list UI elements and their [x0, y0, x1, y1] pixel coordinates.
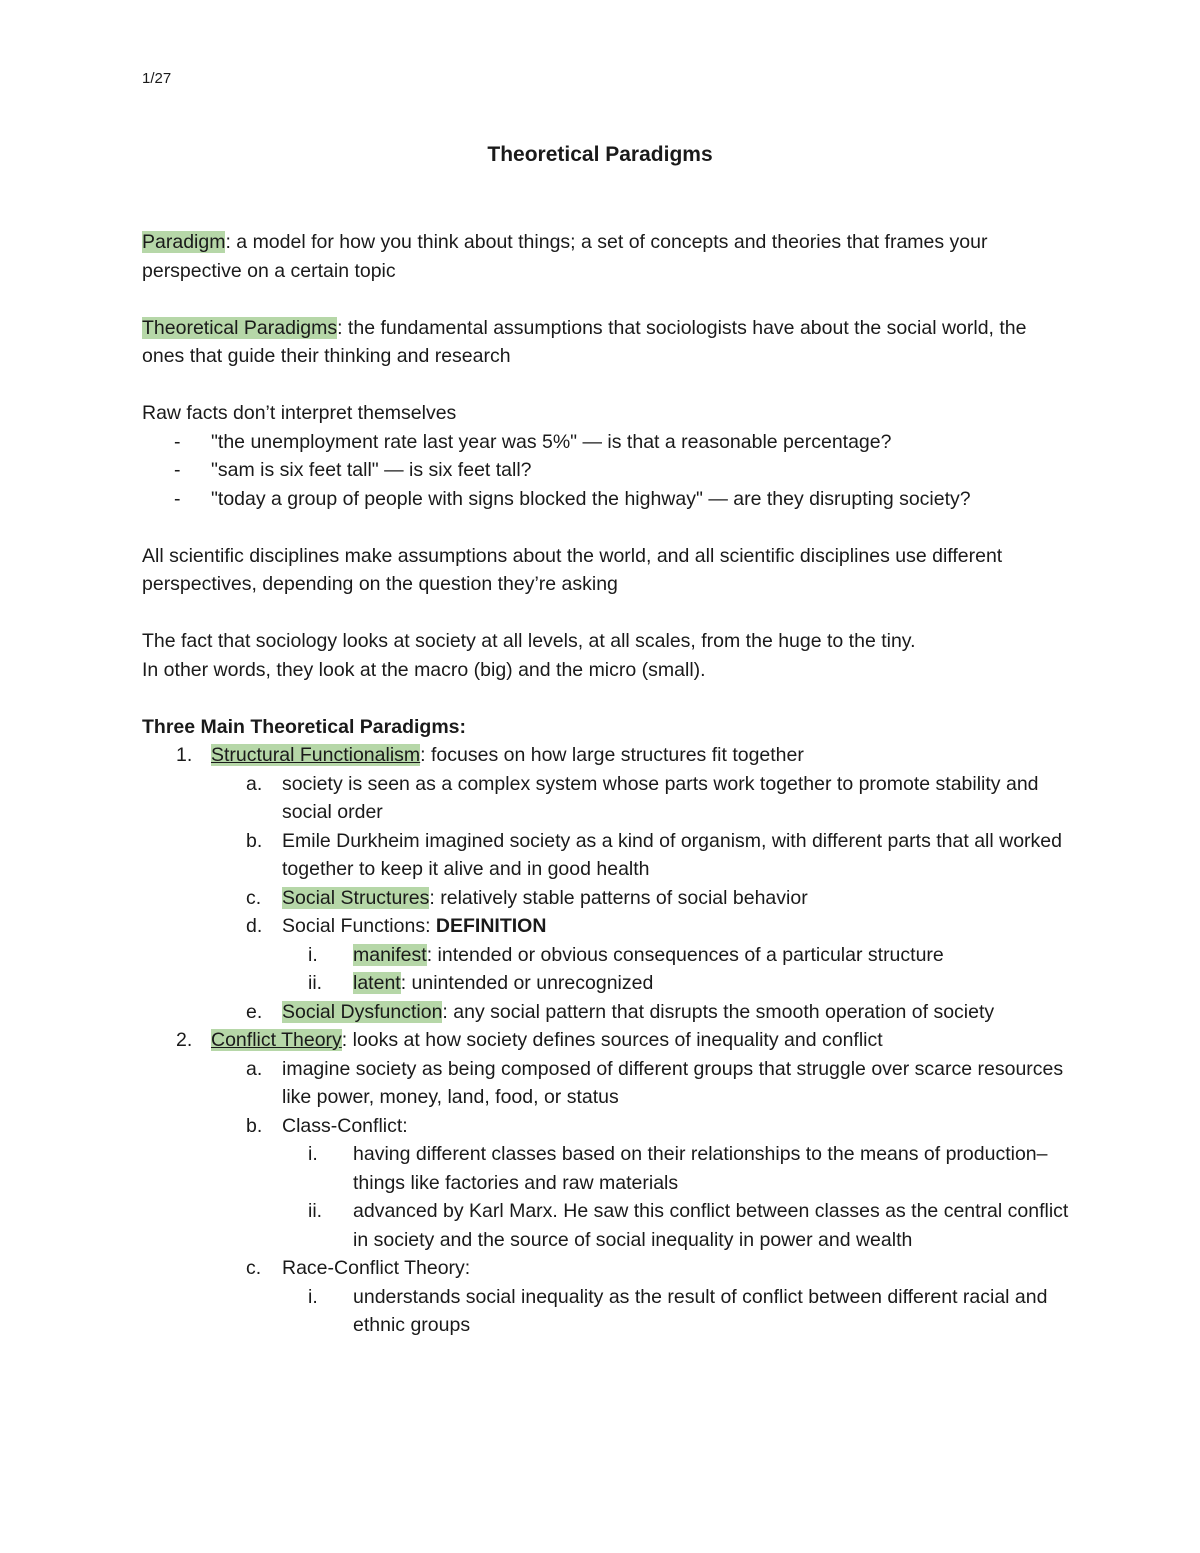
sub-item — [142, 770, 1072, 827]
item-text: Class-Conflict: — [282, 1114, 408, 1137]
list-marker: c. — [246, 886, 262, 909]
item-text: : focuses on how large structures fit together — [420, 744, 804, 766]
list-marker: i. — [308, 1143, 318, 1165]
bullet-text: "sam is six feet tall" — is six feet tall? — [211, 459, 532, 481]
list-marker: c. — [246, 1257, 262, 1279]
item-text: : looks at how society defines sources of inequality and conflict — [341, 1029, 883, 1051]
sub-sub-item — [142, 969, 1072, 998]
item-text: : relatively stable patterns of social behavior — [429, 886, 808, 909]
list-marker: a. — [246, 772, 263, 795]
bullet-text: "the unemployment rate last year was 5%" — is that a reasonable percentage? — [211, 430, 892, 453]
list-marker: ii. — [308, 1200, 323, 1222]
definition-theoretical-paradigms — [142, 314, 1072, 371]
highlighted-term: Social Structures — [282, 886, 430, 909]
list-marker: 2. — [176, 1029, 193, 1051]
document-title: Theoretical Paradigms — [487, 143, 713, 166]
list-marker: i. — [308, 943, 318, 966]
list-marker: b. — [246, 829, 263, 852]
bullet-item — [142, 456, 1072, 485]
raw-facts-heading: Raw facts don’t interpret themselves — [142, 402, 457, 424]
highlighted-term: Theoretical Paradigms — [142, 316, 338, 339]
paradigm-item — [142, 1026, 1072, 1055]
document-body — [142, 228, 1072, 1340]
item-text: Social Functions: — [282, 915, 436, 937]
definition-text: : the fundamental assumptions that sociologists have about the social world, the ones that guide their thinking and research — [142, 316, 1027, 367]
sub-item — [142, 1112, 1072, 1141]
paragraph-line: In other words, they look at the macro (big) and the micro (small). — [142, 658, 706, 681]
sub-item — [142, 1254, 1072, 1283]
paragraph-scales — [142, 627, 1072, 684]
list-marker: 1. — [176, 744, 193, 766]
item-text: : any social pattern that disrupts the smooth operation of society — [442, 1000, 995, 1023]
sub-item — [142, 912, 1072, 941]
item-text: Race-Conflict Theory: — [282, 1257, 471, 1279]
item-text: advanced by Karl Marx. He saw this conflict between classes as the central conflict in society and the source of social inequality in power and wealth — [353, 1200, 1069, 1251]
item-text: understands social inequality as the result of conflict between different racial and ethnic groups — [353, 1285, 1048, 1336]
sub-item — [142, 827, 1072, 884]
section-heading: Three Main Theoretical Paradigms: — [142, 715, 467, 738]
dash-marker: - — [174, 459, 181, 481]
list-marker: b. — [246, 1114, 263, 1137]
paradigm-item — [142, 741, 1072, 770]
highlighted-term: Social Dysfunction — [282, 1000, 443, 1023]
list-marker: a. — [246, 1057, 263, 1080]
paragraph-disciplines: All scientific disciplines make assumptions about the world, and all scientific disciplines use different perspectives, depending on the question they’re asking — [142, 544, 1003, 595]
bullet-item — [142, 485, 1072, 514]
sub-item — [142, 998, 1072, 1027]
item-text: society is seen as a complex system whose parts work together to promote stability and social order — [282, 772, 1039, 823]
item-text: Emile Durkheim imagined society as a kind of organism, with different parts that all worked together to keep it alive and in good health — [282, 829, 1062, 880]
sub-item — [142, 884, 1072, 913]
list-marker: ii. — [308, 972, 323, 994]
bold-text: DEFINITION — [435, 915, 547, 937]
definition-text: : a model for how you think about things; a set of concepts and theories that frames your perspective on a certain topic — [142, 231, 988, 282]
raw-facts-section — [142, 399, 1072, 513]
highlighted-term: latent — [353, 972, 401, 994]
bullet-text: "today a group of people with signs blocked the highway" — are they disrupting society? — [211, 487, 971, 510]
three-paradigms-section — [142, 713, 1072, 1340]
sub-sub-item — [142, 1197, 1072, 1254]
dash-marker: - — [174, 430, 181, 453]
sub-item — [142, 1055, 1072, 1112]
sub-sub-item — [142, 1140, 1072, 1197]
item-text: : unintended or unrecognized — [400, 972, 654, 994]
paragraph-line: The fact that sociology looks at society at all levels, at all scales, from the huge to the tiny. — [142, 630, 916, 652]
highlighted-term: Structural Functionalism — [211, 744, 421, 766]
definition-paradigm — [142, 228, 1072, 285]
highlighted-term: Conflict Theory — [211, 1029, 342, 1051]
list-marker: i. — [308, 1285, 318, 1308]
list-marker: e. — [246, 1000, 263, 1023]
sub-sub-item — [142, 1283, 1072, 1340]
highlighted-term: manifest — [353, 943, 427, 966]
item-text: having different classes based on their relationships to the means of production– things like factories and raw materials — [353, 1143, 1048, 1194]
sub-sub-item — [142, 941, 1072, 970]
list-marker: d. — [246, 915, 263, 937]
bullet-item — [142, 428, 1072, 457]
dash-marker: - — [174, 487, 181, 510]
item-text: : intended or obvious consequences of a particular structure — [426, 943, 944, 966]
item-text: imagine society as being composed of different groups that struggle over scarce resources like power, money, land, food, or status — [282, 1057, 1064, 1108]
page-number: 1/27 — [142, 70, 172, 87]
highlighted-term: Paradigm — [142, 231, 226, 253]
